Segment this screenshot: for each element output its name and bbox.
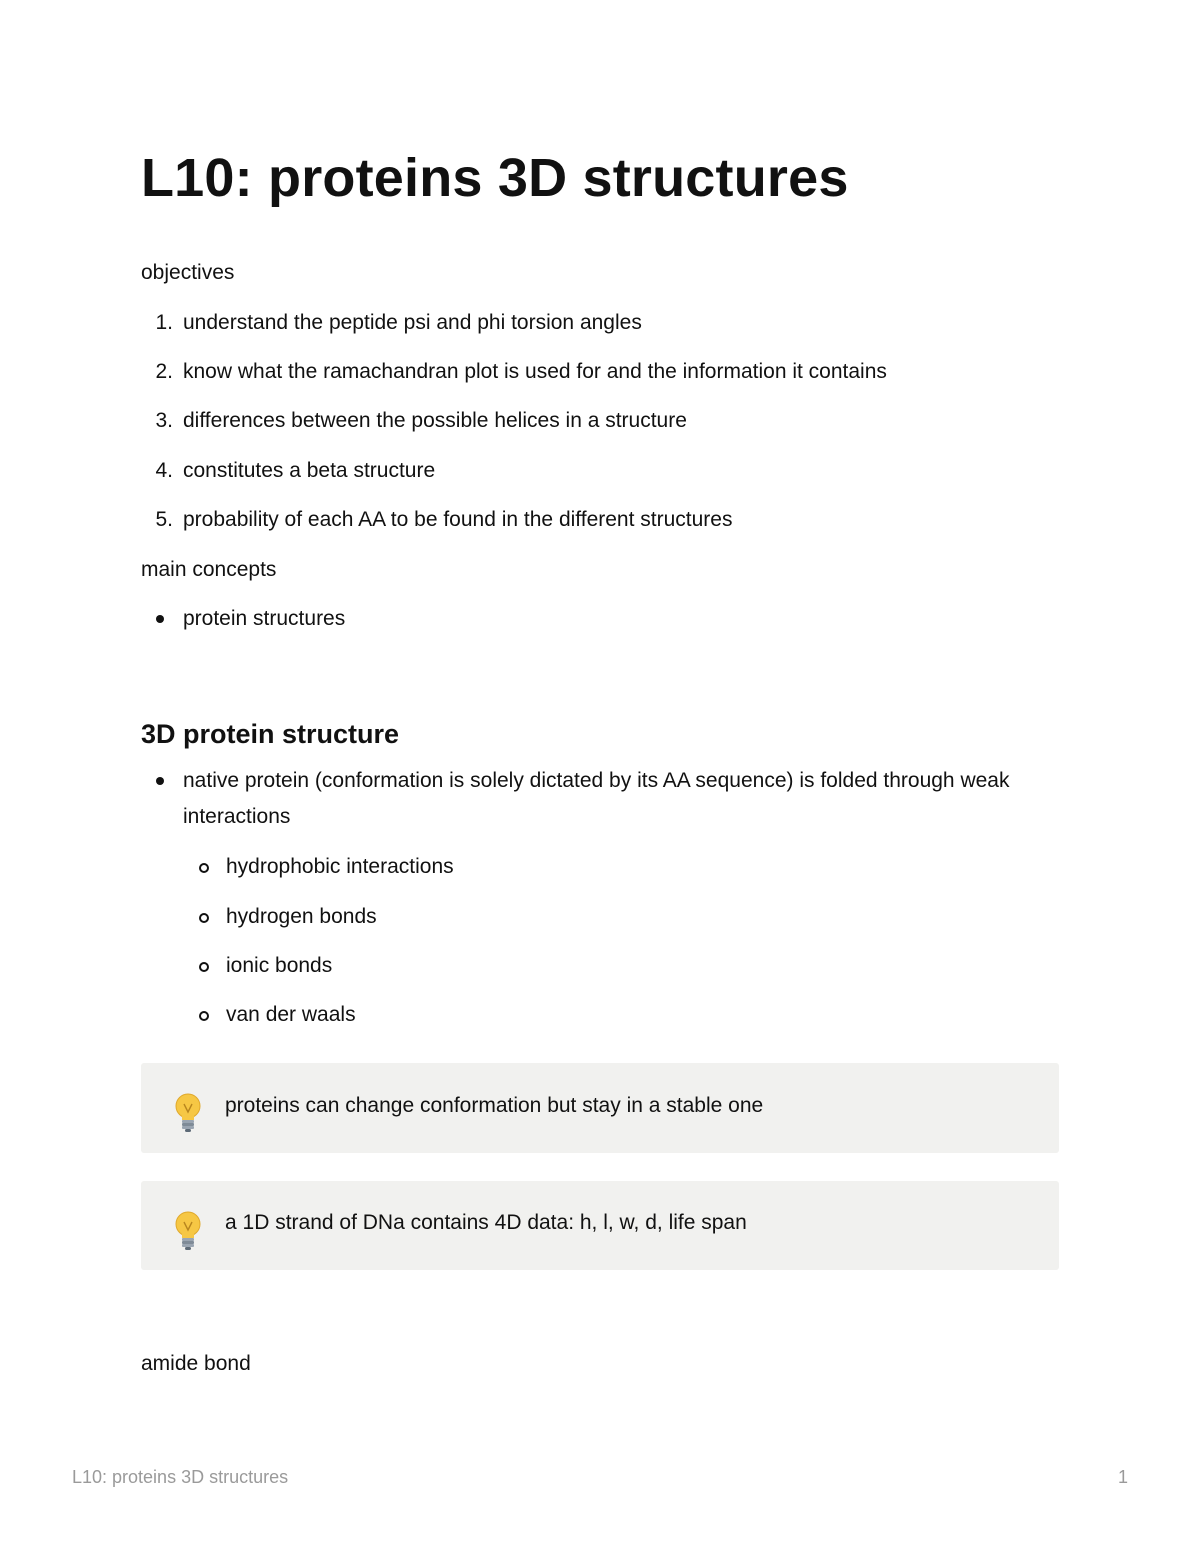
bullet-icon bbox=[156, 615, 164, 623]
list-item-text: understand the peptide psi and phi torsion angles bbox=[183, 311, 642, 334]
list-number: 3. bbox=[155, 409, 173, 432]
list-item-text: hydrophobic interactions bbox=[226, 855, 454, 878]
section-heading: 3D protein structure bbox=[141, 719, 400, 749]
list-number: 2. bbox=[155, 360, 173, 383]
main-concepts-label: main concepts bbox=[141, 558, 277, 581]
list-item-text: van der waals bbox=[226, 1003, 356, 1026]
bullet-icon bbox=[156, 777, 164, 785]
circle-bullet-icon bbox=[199, 1011, 209, 1021]
callout bbox=[141, 1181, 1059, 1270]
list-item-text: hydrogen bonds bbox=[226, 905, 377, 928]
list-item-text: probability of each AA to be found in the different structures bbox=[183, 508, 733, 531]
page-title: L10: proteins 3D structures bbox=[141, 148, 849, 208]
objectives-label: objectives bbox=[141, 261, 235, 284]
circle-bullet-icon bbox=[199, 913, 209, 923]
list-number: 1. bbox=[155, 311, 173, 334]
list-item-text: native protein (conformation is solely dictated by its AA sequence) is folded through weak interactions bbox=[183, 769, 1010, 828]
list-item-text: ionic bonds bbox=[226, 954, 333, 977]
page-number: 1 bbox=[1117, 1467, 1128, 1487]
callout-text: proteins can change conformation but stay in a stable one bbox=[225, 1094, 764, 1117]
list-number: 4. bbox=[155, 459, 173, 482]
amide-bond-label: amide bond bbox=[141, 1352, 251, 1375]
lightbulb-icon bbox=[171, 1092, 205, 1136]
circle-bullet-icon bbox=[199, 962, 209, 972]
list-number: 5. bbox=[155, 508, 173, 531]
list-item-text: constitutes a beta structure bbox=[183, 459, 436, 482]
circle-bullet-icon bbox=[199, 863, 209, 873]
list-item-text: protein structures bbox=[183, 607, 346, 630]
lightbulb-icon bbox=[171, 1210, 205, 1254]
footer-title: L10: proteins 3D structures bbox=[72, 1467, 289, 1487]
callout-text: a 1D strand of DNa contains 4D data: h, l, w, d, life span bbox=[225, 1211, 747, 1234]
list-item-text: differences between the possible helices in a structure bbox=[183, 409, 687, 432]
list-item-text: know what the ramachandran plot is used for and the information it contains bbox=[183, 360, 887, 383]
callout bbox=[141, 1063, 1059, 1153]
